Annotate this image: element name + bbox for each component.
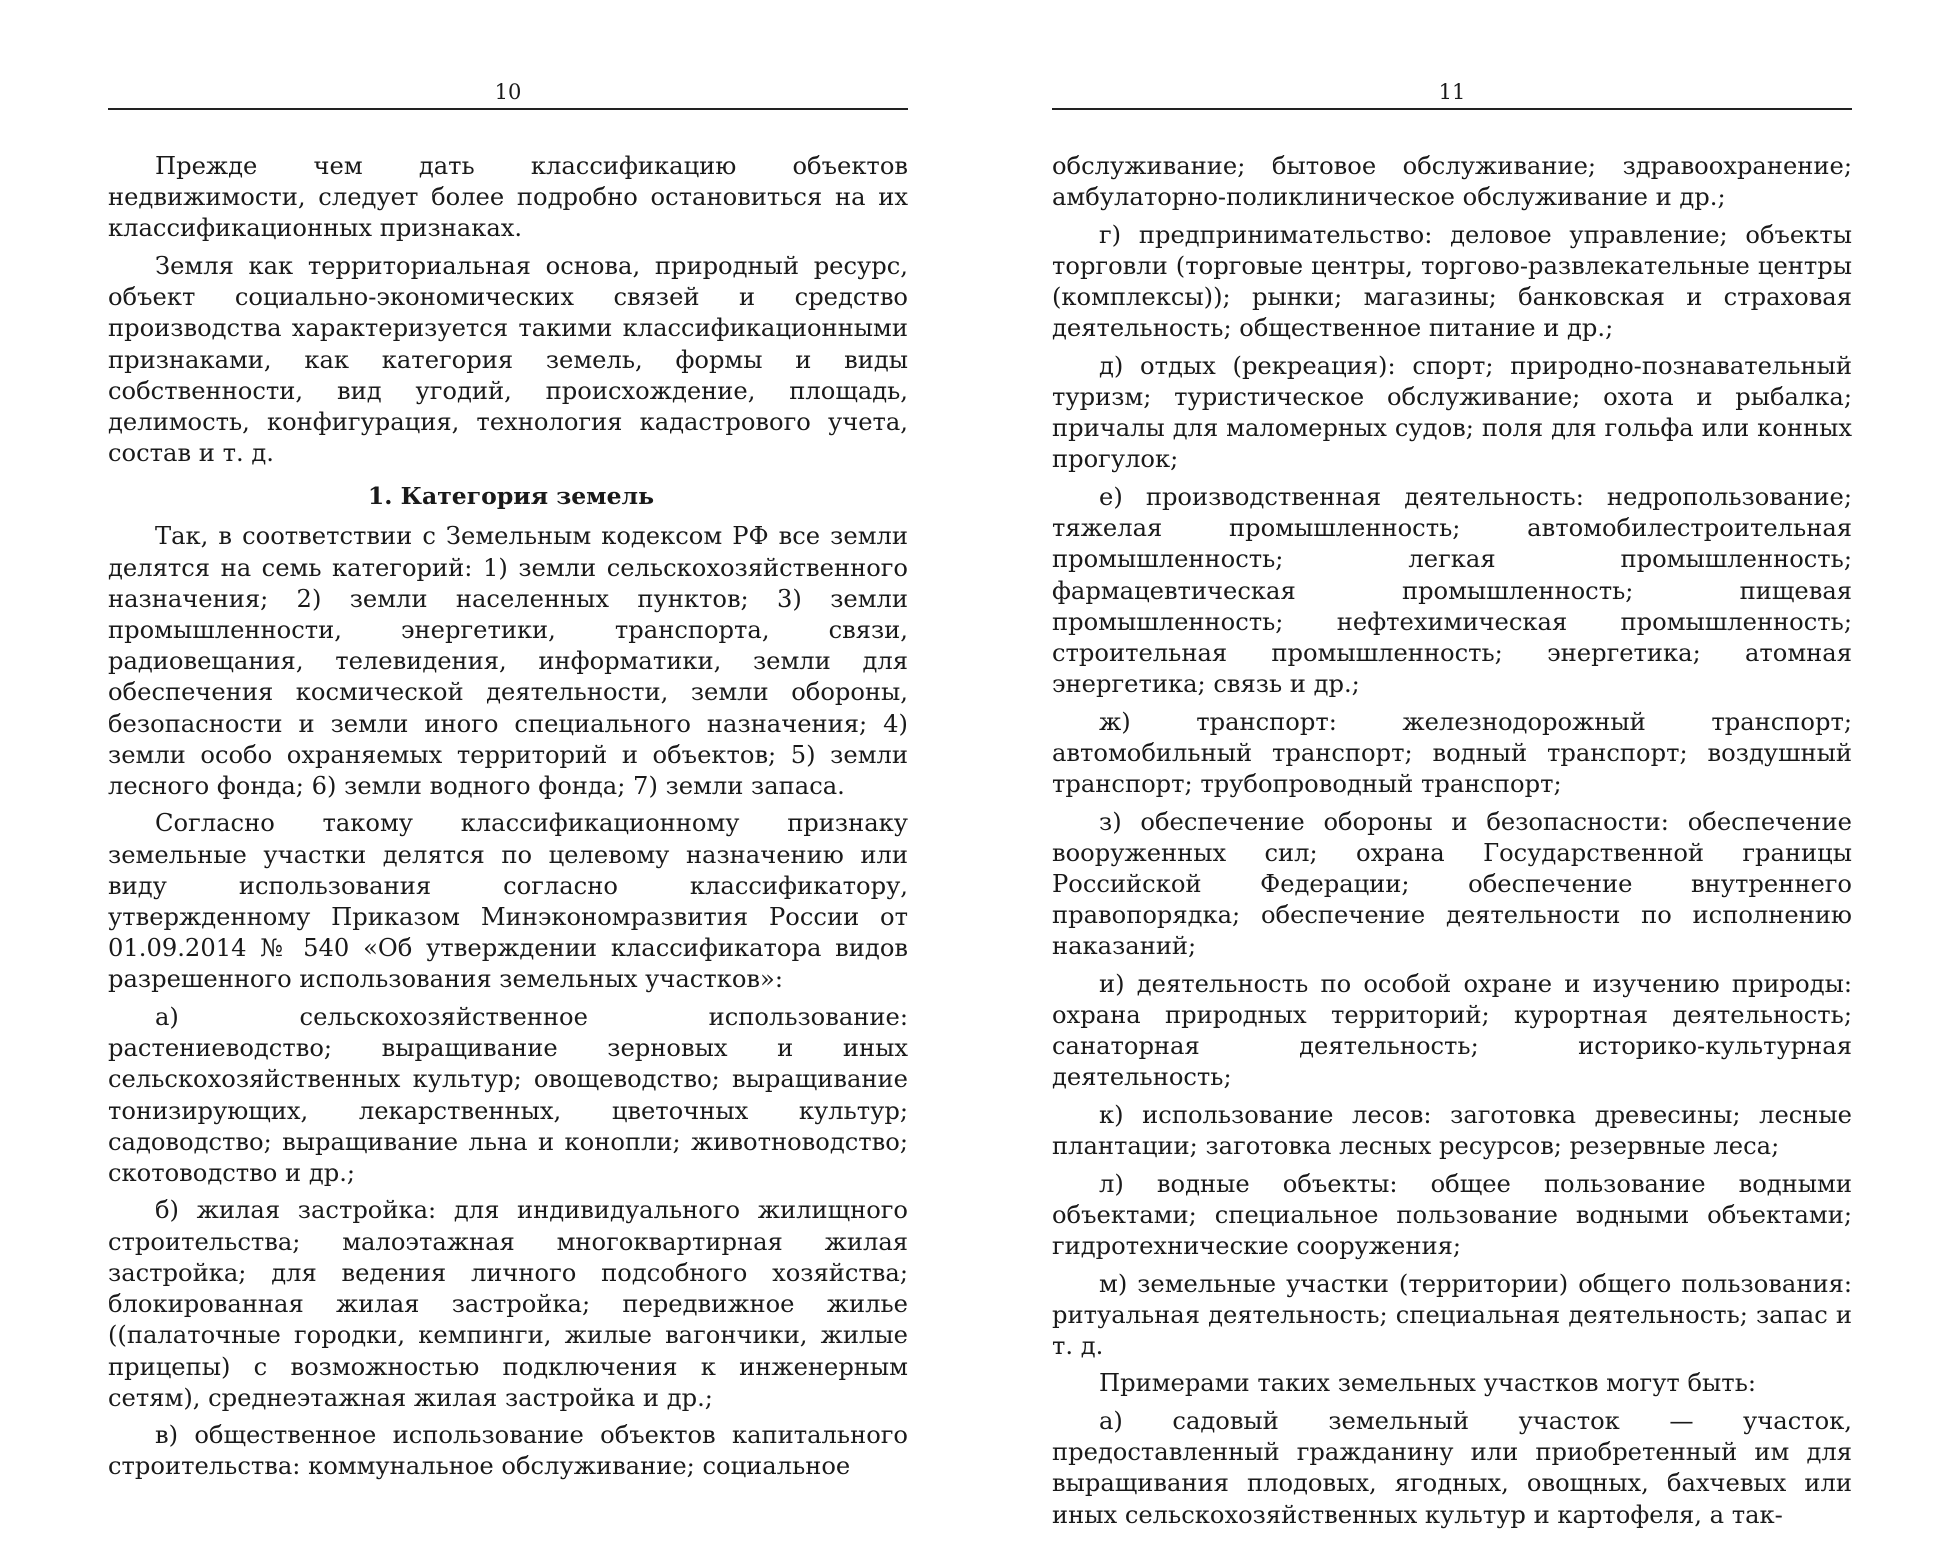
paragraph-continuation: обслуживание; бытовое обслуживание; здравоохранение; амбулаторно-поликлиническое обслуживание и др.; [1052,152,1852,212]
page-number: 10 [108,78,908,110]
paragraph: Примерами таких земельных участков могут быть: [1099,1369,1757,1398]
list-item: з) обеспечение обороны и безопасности: обеспечение вооруженных сил; охрана Государственной границы Российской Федерации; обеспечение внутреннего правопорядка; обеспечение деятельности по исполнению наказаний; [1052,807,1852,961]
list-item: е) производственная деятельность: недропользование; тяжелая промышленность; автомобилестроительная промышленность; легкая промышленность; фармацевтическая промышленность; пищевая промышленность; нефтехимическая промышленность; строительная промышленность; энергетика; атомная энергетика; связь и др.; [1052,482,1852,699]
paragraph: Так, в соответствии с Земельным кодексом РФ все земли делятся на семь категорий: 1) земли сельскохозяйственного назначения; 2) земли населенных пунктов; 3) земли промышленности, энергетики, транспорта, связи, радиовещания, телевидения, информатики, земли для обеспечения космической деятельности, земли обороны, безопасности и земли иного специального назначения; 4) земли особо охраняемых территорий и объектов; 5) земли лесного фонда; 6) земли водного фонда; 7) земли запаса. [108,522,908,800]
page-body [1052,151,1852,1531]
list-item: д) отдых (рекреация): спорт; природно-познавательный туризм; туристическое обслуживание; охота и рыбалка; причалы для маломерных судов; поля для гольфа или конных прогулок; [1052,351,1852,474]
list-item: ж) транспорт: железнодорожный транспорт; автомобильный транспорт; водный транспорт; воздушный транспорт; трубопроводный транспорт; [1052,707,1852,799]
paragraph: Согласно такому классификационному признаку земельные участки делятся по целевому назначению или виду использования согласно классификатору, утвержденному Приказом Минэкономразвития России от 01.09.2014 № 540 «Об утверждении классификатора видов разрешенного использования земельных участков»: [108,809,908,994]
list-item: в) общественное использование объектов капитального строительства: коммунальное обслуживание; социальное [108,1421,908,1481]
page-body [108,151,908,1483]
list-item: б) жилая застройка: для индивидуального жилищного строительства; малоэтажная многоквартирная жилая застройка; для ведения личного подсобного хозяйства; блокированная жилая застройка; передвижное жилье ((палаточные городки, кемпинги, жилые вагончики, жилые прицепы) с возможностью подключения к инженерным сетям), среднеэтажная жилая застройка и др.; [108,1196,908,1412]
paragraph: Прежде чем дать классификацию объектов недвижимости, следует более подробно остановиться на их классификационных признаках. [108,152,908,243]
list-item: а) садовый земельный участок — участок, предоставленный гражданину или приобретенный им для выращивания плодовых, ягодных, овощных, бахчевых или иных сельскохозяйственных культур и картофеля, а так- [1052,1406,1852,1529]
page-number: 11 [1052,78,1852,110]
left-page [108,78,908,1489]
list-item: к) использование лесов: заготовка древесины; лесные плантации; заготовка лесных ресурсов; резервные леса; [1052,1100,1852,1161]
right-page [1052,78,1852,1537]
list-item: л) водные объекты: общее пользование водными объектами; специальное пользование водными объектами; гидротехнические сооружения; [1052,1169,1852,1261]
list-item: и) деятельность по особой охране и изучению природы: охрана природных территорий; курортная деятельность; санаторная деятельность; историко-культурная деятельность; [1052,969,1852,1092]
list-item: г) предпринимательство: деловое управление; объекты торговли (торговые центры, торгово-развлекательные центры (комплексы)); рынки; магазины; банковская и страховая деятельность; общественное питание и др.; [1052,220,1852,343]
paragraph: Земля как территориальная основа, природный ресурс, объект социально-экономических связей и средство производства характеризуется такими классификационными признаками, как категория земель, формы и виды собственности, вид угодий, происхождение, площадь, делимость, конфигурация, технология кадастрового учета, состав и т. д. [108,251,908,468]
list-item: м) земельные участки (территории) общего пользования: ритуальная деятельность; специальная деятельность; запас и т. д. [1052,1269,1852,1360]
section-heading: 1. Категория земель [367,482,655,511]
list-item: а) сельскохозяйственное использование: растениеводство; выращивание зерновых и иных сельскохозяйственных культур; овощеводство; выращивание тонизирующих, лекарственных, цветочных культур; садоводство; выращивание льна и конопли; животноводство; скотоводство и др.; [108,1002,908,1187]
